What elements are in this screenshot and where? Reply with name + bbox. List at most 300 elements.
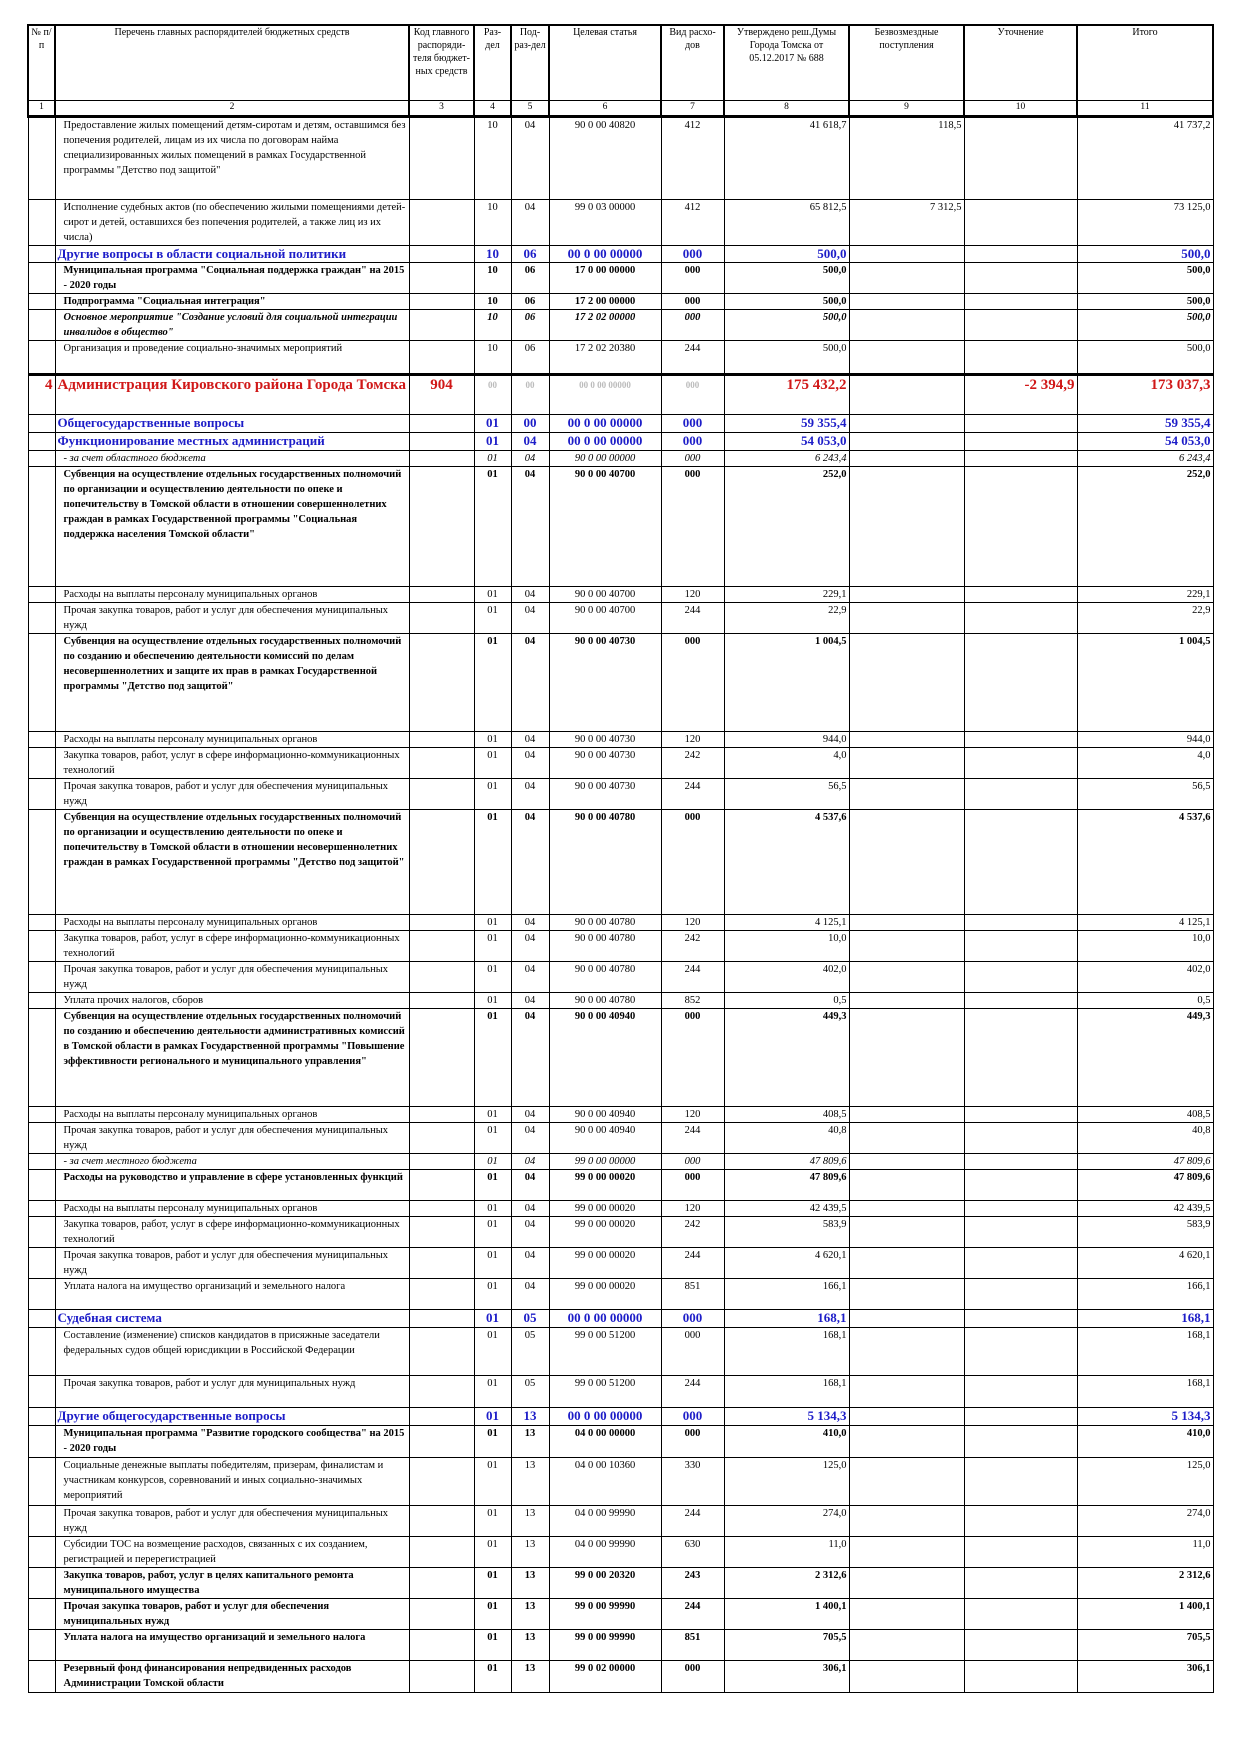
row-name: Закупка товаров, работ, услуг в сфере информационно-коммуникационных технологий [55, 748, 409, 779]
row-code [409, 1630, 474, 1661]
column-number: 2 [55, 101, 409, 117]
table-row [28, 1217, 1213, 1248]
column-number: 5 [511, 101, 549, 117]
row-target-article: 17 2 02 00000 [549, 310, 661, 341]
row-total: 306,1 [1077, 1661, 1213, 1693]
table-row [28, 1568, 1213, 1599]
row-name: Закупка товаров, работ, услуг в целях капитального ремонта муниципального имущества [55, 1568, 409, 1599]
row-expense-type: 244 [661, 341, 724, 375]
column-number: 6 [549, 101, 661, 117]
row-expense-type: 244 [661, 779, 724, 810]
row-adjustment [964, 1376, 1077, 1408]
row-target-article: 90 0 00 00000 [549, 451, 661, 467]
row-podrazdel: 04 [511, 467, 549, 587]
row-target-article: 90 0 00 40780 [549, 931, 661, 962]
row-name: - за счет областного бюджета [55, 451, 409, 467]
row-total: 41 737,2 [1077, 117, 1213, 200]
row-name: Субвенция на осуществление отдельных государственных полномочий по организации и осуществлению деятельности по опеке и попечительству в Томской области в отношении несовершеннолетних граждан в рамках Государственной программы "Детство под защитой" [55, 810, 409, 915]
row-razdel: 01 [474, 1568, 511, 1599]
row-razdel: 10 [474, 310, 511, 341]
row-grants [849, 1154, 964, 1170]
row-total: 4,0 [1077, 748, 1213, 779]
row-code [409, 603, 474, 634]
row-podrazdel: 04 [511, 1201, 549, 1217]
table-row [28, 1310, 1213, 1328]
row-index [28, 1248, 55, 1279]
row-index [28, 1537, 55, 1568]
row-target-article: 90 0 00 40780 [549, 810, 661, 915]
row-expense-type: 244 [661, 1248, 724, 1279]
row-name: Другие вопросы в области социальной политики [55, 246, 409, 263]
row-total: 274,0 [1077, 1506, 1213, 1537]
row-razdel: 10 [474, 263, 511, 294]
row-grants [849, 1217, 964, 1248]
row-code [409, 1248, 474, 1279]
row-index [28, 1568, 55, 1599]
row-index [28, 1217, 55, 1248]
row-approved: 42 439,5 [724, 1201, 849, 1217]
row-razdel: 01 [474, 1154, 511, 1170]
row-index [28, 1201, 55, 1217]
row-index [28, 415, 55, 433]
row-razdel: 01 [474, 993, 511, 1009]
row-podrazdel: 04 [511, 1154, 549, 1170]
row-razdel: 01 [474, 1170, 511, 1201]
table-row [28, 810, 1213, 915]
row-adjustment [964, 1661, 1077, 1693]
row-podrazdel: 13 [511, 1661, 549, 1693]
budget-table [27, 24, 1214, 1693]
row-total: 705,5 [1077, 1630, 1213, 1661]
row-target-article: 99 0 00 00020 [549, 1279, 661, 1310]
row-grants [849, 1201, 964, 1217]
row-index [28, 1310, 55, 1328]
row-adjustment [964, 117, 1077, 200]
row-approved: 166,1 [724, 1279, 849, 1310]
row-expense-type: 852 [661, 993, 724, 1009]
row-expense-type: 000 [661, 467, 724, 587]
row-name: Закупка товаров, работ, услуг в сфере информационно-коммуникационных технологий [55, 1217, 409, 1248]
row-total: 944,0 [1077, 732, 1213, 748]
row-code [409, 810, 474, 915]
table-row [28, 587, 1213, 603]
row-total: 42 439,5 [1077, 1201, 1213, 1217]
row-code [409, 634, 474, 732]
row-total: 47 809,6 [1077, 1170, 1213, 1201]
row-code [409, 341, 474, 375]
row-code [409, 310, 474, 341]
row-code [409, 962, 474, 993]
row-target-article: 90 0 00 40780 [549, 962, 661, 993]
row-target-article: 90 0 00 40940 [549, 1009, 661, 1107]
row-target-article: 00 0 00 00000 [549, 1408, 661, 1426]
row-expense-type: 000 [661, 246, 724, 263]
row-approved: 252,0 [724, 467, 849, 587]
row-approved: 500,0 [724, 246, 849, 263]
row-approved: 47 809,6 [724, 1170, 849, 1201]
row-expense-type: 000 [661, 433, 724, 451]
row-razdel: 01 [474, 415, 511, 433]
row-grants [849, 1568, 964, 1599]
row-index [28, 603, 55, 634]
row-target-article: 90 0 00 40730 [549, 748, 661, 779]
row-razdel: 01 [474, 962, 511, 993]
row-podrazdel: 04 [511, 1009, 549, 1107]
row-expense-type: 630 [661, 1537, 724, 1568]
row-approved: 56,5 [724, 779, 849, 810]
table-row [28, 467, 1213, 587]
row-razdel: 00 [474, 375, 511, 415]
row-podrazdel: 04 [511, 810, 549, 915]
row-razdel: 10 [474, 246, 511, 263]
row-index [28, 810, 55, 915]
row-expense-type: 244 [661, 1123, 724, 1154]
table-row [28, 915, 1213, 931]
row-code [409, 117, 474, 200]
row-approved: 4,0 [724, 748, 849, 779]
row-code [409, 1217, 474, 1248]
row-target-article: 04 0 00 10360 [549, 1458, 661, 1506]
row-target-article: 99 0 00 20320 [549, 1568, 661, 1599]
row-expense-type: 000 [661, 1154, 724, 1170]
row-adjustment [964, 1408, 1077, 1426]
row-razdel: 01 [474, 1217, 511, 1248]
row-index [28, 1661, 55, 1693]
row-name: Расходы на выплаты персоналу муниципальных органов [55, 732, 409, 748]
row-target-article: 90 0 00 40700 [549, 467, 661, 587]
row-podrazdel: 13 [511, 1506, 549, 1537]
row-total: 40,8 [1077, 1123, 1213, 1154]
row-index [28, 1458, 55, 1506]
row-podrazdel: 04 [511, 1123, 549, 1154]
row-code [409, 1568, 474, 1599]
row-razdel: 01 [474, 467, 511, 587]
row-name: Расходы на выплаты персоналу муниципальных органов [55, 915, 409, 931]
row-approved: 2 312,6 [724, 1568, 849, 1599]
table-row [28, 433, 1213, 451]
row-name: Функционирование местных администраций [55, 433, 409, 451]
row-target-article: 99 0 02 00000 [549, 1661, 661, 1693]
row-adjustment [964, 415, 1077, 433]
row-target-article: 00 0 00 00000 [549, 433, 661, 451]
row-name: Прочая закупка товаров, работ и услуг для обеспечения муниципальных нужд [55, 779, 409, 810]
row-code [409, 779, 474, 810]
row-total: 500,0 [1077, 263, 1213, 294]
row-grants [849, 810, 964, 915]
row-target-article: 90 0 00 40730 [549, 779, 661, 810]
header-expense-type: Вид расхо-дов [661, 25, 724, 101]
row-razdel: 10 [474, 341, 511, 375]
row-adjustment [964, 732, 1077, 748]
row-approved: 944,0 [724, 732, 849, 748]
table-row [28, 310, 1213, 341]
header-approved: Утверждено реш.Думы Города Томска от 05.12.2017 № 688 [724, 25, 849, 101]
row-expense-type: 000 [661, 634, 724, 732]
header-grants: Безвозмездные поступления [849, 25, 964, 101]
row-approved: 22,9 [724, 603, 849, 634]
row-grants [849, 1661, 964, 1693]
row-approved: 1 004,5 [724, 634, 849, 732]
row-podrazdel: 04 [511, 748, 549, 779]
row-grants [849, 1599, 964, 1630]
row-total: 5 134,3 [1077, 1408, 1213, 1426]
row-podrazdel: 04 [511, 1107, 549, 1123]
row-index [28, 1123, 55, 1154]
row-index [28, 634, 55, 732]
row-expense-type: 000 [661, 1408, 724, 1426]
row-target-article: 99 0 00 00020 [549, 1170, 661, 1201]
row-adjustment [964, 433, 1077, 451]
row-grants [849, 467, 964, 587]
row-name: Составление (изменение) списков кандидатов в присяжные заседатели федеральных судов общей юрисдикции в Российской Федерации [55, 1328, 409, 1376]
row-name: Прочая закупка товаров, работ и услуг для обеспечения муниципальных нужд [55, 1506, 409, 1537]
row-index: 4 [28, 375, 55, 415]
row-target-article: 99 0 03 00000 [549, 200, 661, 246]
row-approved: 1 400,1 [724, 1599, 849, 1630]
table-row [28, 1154, 1213, 1170]
row-grants [849, 1009, 964, 1107]
row-total: 54 053,0 [1077, 433, 1213, 451]
row-podrazdel: 04 [511, 931, 549, 962]
row-expense-type: 120 [661, 915, 724, 931]
row-grants [849, 1426, 964, 1458]
row-podrazdel: 04 [511, 603, 549, 634]
row-total: 173 037,3 [1077, 375, 1213, 415]
row-approved: 65 812,5 [724, 200, 849, 246]
header-target: Целевая статья [549, 25, 661, 101]
row-adjustment [964, 587, 1077, 603]
table-row [28, 1201, 1213, 1217]
row-razdel: 01 [474, 931, 511, 962]
row-podrazdel: 05 [511, 1328, 549, 1376]
row-total: 73 125,0 [1077, 200, 1213, 246]
table-row [28, 246, 1213, 263]
table-row [28, 117, 1213, 200]
row-expense-type: 000 [661, 415, 724, 433]
row-index [28, 1328, 55, 1376]
row-podrazdel: 06 [511, 263, 549, 294]
row-podrazdel: 13 [511, 1537, 549, 1568]
row-grants [849, 779, 964, 810]
row-code [409, 1201, 474, 1217]
table-row [28, 375, 1213, 415]
row-index [28, 310, 55, 341]
row-total: 449,3 [1077, 1009, 1213, 1107]
column-number: 7 [661, 101, 724, 117]
row-razdel: 10 [474, 117, 511, 200]
row-adjustment [964, 1107, 1077, 1123]
row-index [28, 779, 55, 810]
row-index [28, 1599, 55, 1630]
row-code [409, 467, 474, 587]
row-code [409, 587, 474, 603]
header-adjustment: Уточнение [964, 25, 1077, 101]
row-expense-type: 330 [661, 1458, 724, 1506]
row-razdel: 01 [474, 1506, 511, 1537]
row-grants [849, 1506, 964, 1537]
table-row [28, 1107, 1213, 1123]
row-target-article: 04 0 00 99990 [549, 1506, 661, 1537]
row-name: Уплата налога на имущество организаций и земельного налога [55, 1279, 409, 1310]
table-row [28, 1537, 1213, 1568]
row-code [409, 1661, 474, 1693]
table-row [28, 451, 1213, 467]
row-grants [849, 1107, 964, 1123]
row-grants [849, 634, 964, 732]
row-expense-type: 000 [661, 294, 724, 310]
table-row [28, 1248, 1213, 1279]
row-total: 168,1 [1077, 1328, 1213, 1376]
row-podrazdel: 13 [511, 1599, 549, 1630]
row-code [409, 1506, 474, 1537]
row-index [28, 294, 55, 310]
row-podrazdel: 13 [511, 1630, 549, 1661]
row-expense-type: 000 [661, 1310, 724, 1328]
row-total: 500,0 [1077, 246, 1213, 263]
row-razdel: 01 [474, 1248, 511, 1279]
table-row [28, 1123, 1213, 1154]
row-approved: 5 134,3 [724, 1408, 849, 1426]
row-adjustment [964, 1328, 1077, 1376]
table-row [28, 993, 1213, 1009]
row-razdel: 01 [474, 1408, 511, 1426]
row-expense-type: 243 [661, 1568, 724, 1599]
row-index [28, 1506, 55, 1537]
row-code [409, 1107, 474, 1123]
row-name: Расходы на выплаты персоналу муниципальных органов [55, 1201, 409, 1217]
column-number: 8 [724, 101, 849, 117]
row-approved: 583,9 [724, 1217, 849, 1248]
row-index [28, 1279, 55, 1310]
row-target-article: 99 0 00 00020 [549, 1201, 661, 1217]
column-number: 4 [474, 101, 511, 117]
row-total: 0,5 [1077, 993, 1213, 1009]
row-adjustment [964, 915, 1077, 931]
table-row [28, 263, 1213, 294]
row-grants [849, 1248, 964, 1279]
row-name: Администрация Кировского района Города Томска [55, 375, 409, 415]
row-adjustment [964, 1458, 1077, 1506]
row-razdel: 01 [474, 1310, 511, 1328]
row-name: Закупка товаров, работ, услуг в сфере информационно-коммуникационных технологий [55, 931, 409, 962]
row-expense-type: 412 [661, 117, 724, 200]
row-name: Предоставление жилых помещений детям-сиротам и детям, оставшимся без попечения родителей, лицам из их числа по договорам найма специализированных жилых помещений в рамках Государственной программы "Детство под защитой" [55, 117, 409, 200]
row-razdel: 01 [474, 1661, 511, 1693]
row-grants [849, 1279, 964, 1310]
row-code [409, 1279, 474, 1310]
row-grants [849, 587, 964, 603]
row-razdel: 01 [474, 1599, 511, 1630]
row-index [28, 1009, 55, 1107]
row-podrazdel: 00 [511, 415, 549, 433]
row-expense-type: 000 [661, 1426, 724, 1458]
row-total: 22,9 [1077, 603, 1213, 634]
row-total: 1 004,5 [1077, 634, 1213, 732]
row-grants [849, 1408, 964, 1426]
row-grants [849, 341, 964, 375]
row-name: Общегосударственные вопросы [55, 415, 409, 433]
row-index [28, 931, 55, 962]
row-razdel: 01 [474, 451, 511, 467]
row-name: Резервный фонд финансирования непредвиденных расходов Администрации Томской области [55, 1661, 409, 1693]
row-grants [849, 310, 964, 341]
row-code [409, 931, 474, 962]
row-podrazdel: 06 [511, 246, 549, 263]
row-adjustment [964, 634, 1077, 732]
row-expense-type: 000 [661, 1661, 724, 1693]
table-row [28, 1376, 1213, 1408]
row-approved: 59 355,4 [724, 415, 849, 433]
row-code [409, 433, 474, 451]
row-expense-type: 000 [661, 810, 724, 915]
row-index [28, 451, 55, 467]
row-expense-type: 242 [661, 1217, 724, 1248]
row-razdel: 01 [474, 1201, 511, 1217]
row-target-article: 90 0 00 40730 [549, 634, 661, 732]
row-approved: 449,3 [724, 1009, 849, 1107]
row-total: 410,0 [1077, 1426, 1213, 1458]
row-adjustment [964, 310, 1077, 341]
row-podrazdel: 04 [511, 1279, 549, 1310]
table-row [28, 341, 1213, 375]
row-approved: 10,0 [724, 931, 849, 962]
row-total: 59 355,4 [1077, 415, 1213, 433]
row-approved: 168,1 [724, 1376, 849, 1408]
row-name: Основное мероприятие "Создание условий для социальной интеграции инвалидов в общество" [55, 310, 409, 341]
row-target-article: 04 0 00 00000 [549, 1426, 661, 1458]
row-approved: 11,0 [724, 1537, 849, 1568]
row-razdel: 01 [474, 810, 511, 915]
row-index [28, 1426, 55, 1458]
row-grants [849, 263, 964, 294]
row-approved: 4 620,1 [724, 1248, 849, 1279]
row-podrazdel: 05 [511, 1376, 549, 1408]
table-row [28, 748, 1213, 779]
row-total: 47 809,6 [1077, 1154, 1213, 1170]
row-adjustment [964, 246, 1077, 263]
header-name: Перечень главных распорядителей бюджетных средств [55, 25, 409, 101]
row-adjustment [964, 294, 1077, 310]
row-grants [849, 962, 964, 993]
row-grants [849, 1328, 964, 1376]
row-approved: 274,0 [724, 1506, 849, 1537]
row-expense-type: 120 [661, 1107, 724, 1123]
row-code [409, 294, 474, 310]
row-approved: 175 432,2 [724, 375, 849, 415]
row-expense-type: 851 [661, 1279, 724, 1310]
row-adjustment [964, 451, 1077, 467]
row-name: Исполнение судебных актов (по обеспечению жилыми помещениями детей-сирот и детей, оставшихся без попечения родителей, а также лиц из их числа) [55, 200, 409, 246]
row-approved: 500,0 [724, 263, 849, 294]
row-name: Субвенция на осуществление отдельных государственных полномочий по созданию и обеспечению деятельности административных комиссий в Томской области в рамках Государственной программы "Повышение эффективности регионального и муниципального управления" [55, 1009, 409, 1107]
row-approved: 410,0 [724, 1426, 849, 1458]
table-row [28, 634, 1213, 732]
row-adjustment [964, 1217, 1077, 1248]
row-code [409, 451, 474, 467]
row-adjustment [964, 1630, 1077, 1661]
row-grants [849, 993, 964, 1009]
row-target-article: 17 0 00 00000 [549, 263, 661, 294]
row-adjustment [964, 1248, 1077, 1279]
row-index [28, 1408, 55, 1426]
row-index [28, 587, 55, 603]
row-grants [849, 1376, 964, 1408]
row-total: 1 400,1 [1077, 1599, 1213, 1630]
row-target-article: 90 0 00 40820 [549, 117, 661, 200]
row-total: 500,0 [1077, 341, 1213, 375]
row-code: 904 [409, 375, 474, 415]
row-adjustment [964, 748, 1077, 779]
